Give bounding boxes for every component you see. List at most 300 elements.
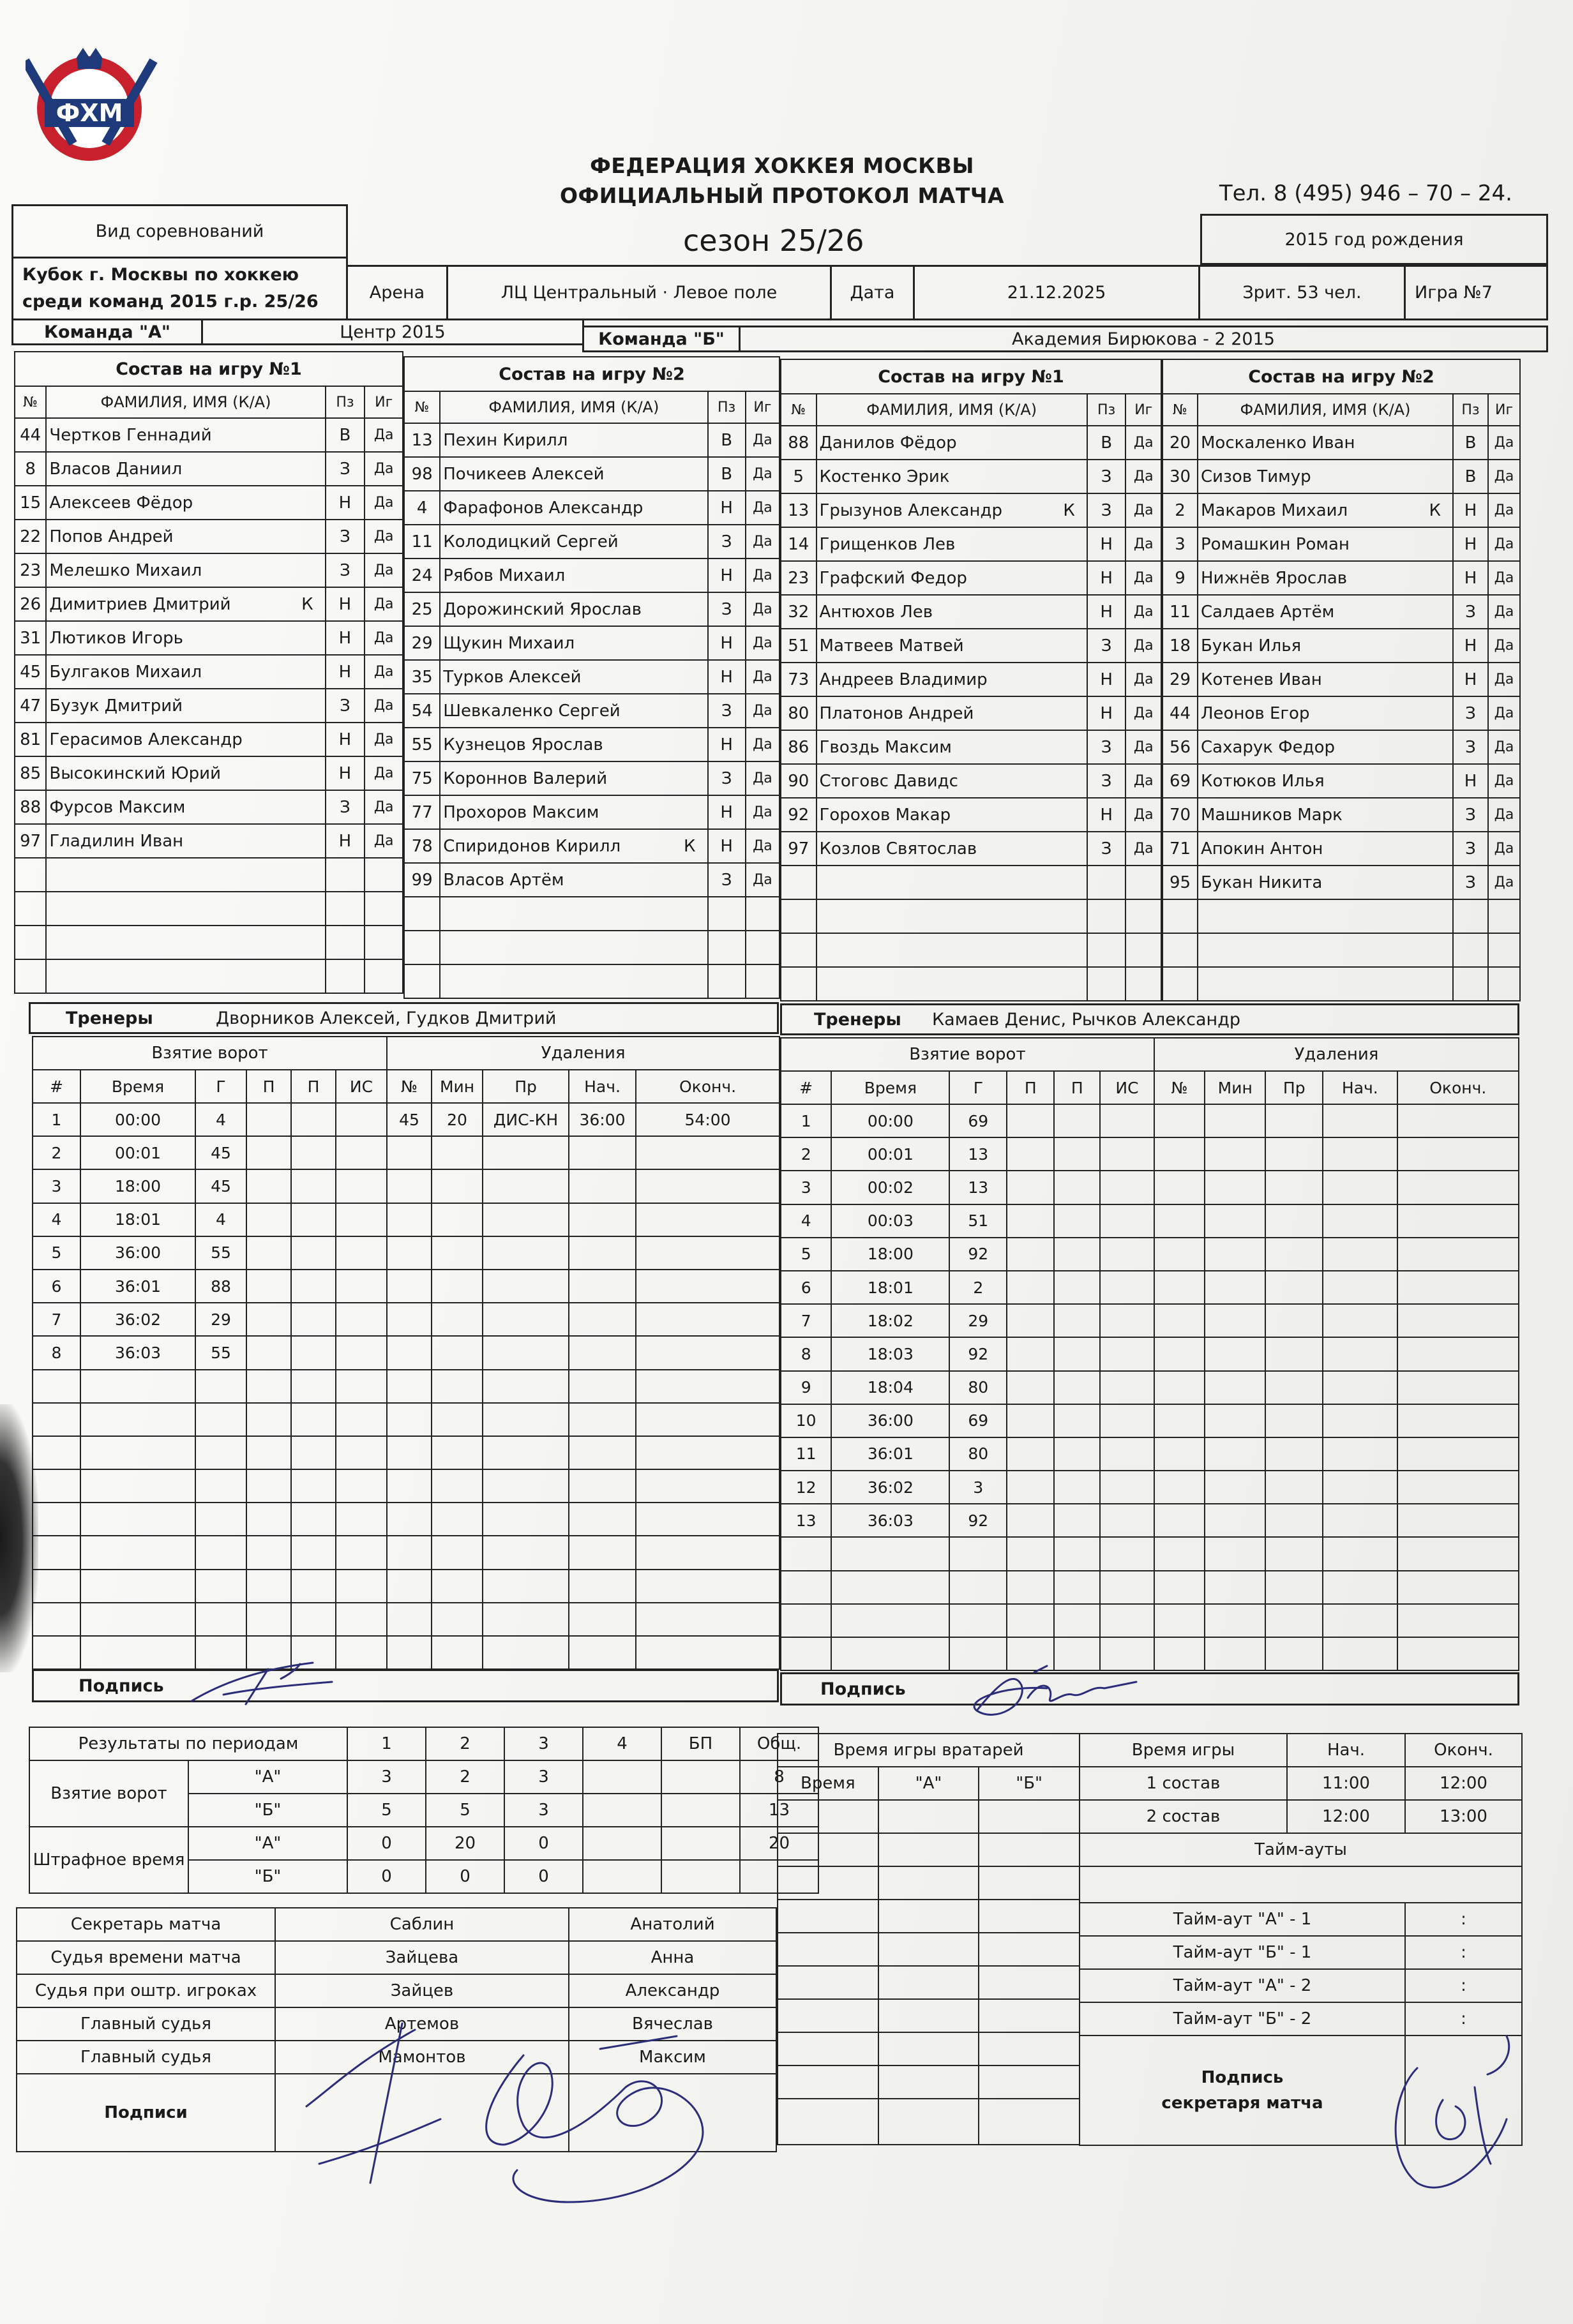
player-name: Матвеев Матвей	[819, 636, 964, 656]
goals-b-p2: 5	[426, 1794, 504, 1827]
empty-cell	[1100, 1604, 1154, 1637]
empty-cell	[1007, 1104, 1054, 1137]
empty-cell	[569, 1469, 636, 1503]
player-number: 31	[15, 621, 46, 655]
empty-cell	[483, 1403, 569, 1436]
roster-title-row	[1163, 359, 1520, 394]
events-col-a2: П	[1054, 1071, 1100, 1104]
period-results-table	[29, 1727, 819, 1894]
goals-row-label: Взятие ворот	[29, 1760, 188, 1827]
player-name: Рябов Михаил	[443, 566, 566, 585]
player-name: Щукин Михаил	[443, 633, 575, 653]
period-2-header: 2	[426, 1727, 504, 1760]
player-name-cell	[1198, 561, 1453, 595]
player-position: З	[1453, 595, 1488, 629]
empty-cell	[1054, 1271, 1100, 1304]
empty-cell	[1154, 1637, 1205, 1670]
event-row	[781, 1304, 1519, 1337]
roster-row	[15, 452, 403, 486]
team-a-lineup1-table	[14, 351, 403, 994]
player-name-cell	[46, 452, 325, 486]
goal-time: 36:03	[831, 1504, 949, 1537]
goal-index: 11	[781, 1437, 831, 1471]
roster-row	[1163, 866, 1520, 899]
player-number: 23	[15, 553, 46, 587]
empty-cell	[1100, 1104, 1154, 1137]
goal-index: 2	[33, 1136, 80, 1169]
player-number: 5	[781, 460, 817, 493]
pim-a-p1: 0	[347, 1827, 426, 1860]
player-number: 88	[15, 790, 46, 824]
empty-cell	[1323, 1271, 1397, 1304]
team-b-coaches: Камаев Денис, Рычков Александр	[932, 1009, 1241, 1030]
event-row	[781, 1137, 1519, 1171]
empty-cell	[1397, 1371, 1519, 1404]
empty-cell	[1265, 1104, 1323, 1137]
goalie-b-header: "Б"	[979, 1767, 1080, 1800]
player-number: 90	[781, 764, 817, 798]
player-number: 13	[781, 493, 817, 527]
penalty-n: 45	[387, 1103, 432, 1136]
player-name: Фурсов Максим	[49, 797, 186, 817]
events-col-is: ИС	[1100, 1071, 1154, 1104]
events-title-row	[33, 1037, 779, 1070]
empty-cell	[1154, 1304, 1205, 1337]
team-b-name: Академия Бирюкова - 2 2015	[1012, 329, 1275, 349]
empty-cell	[483, 1570, 569, 1603]
empty-cell	[1323, 1304, 1397, 1337]
empty-cell	[326, 892, 365, 926]
timeout-b2-value: :	[1405, 2002, 1522, 2035]
event-row	[33, 1403, 779, 1436]
goal-scorer: 13	[949, 1171, 1007, 1204]
empty-cell	[1265, 1238, 1323, 1271]
empty-cell	[336, 1603, 387, 1636]
player-name: Макаров Михаил	[1201, 500, 1348, 520]
empty-cell	[432, 1603, 483, 1636]
goal-time: 00:01	[831, 1137, 949, 1171]
empty-cell	[1054, 1304, 1100, 1337]
empty-cell	[781, 1571, 831, 1604]
player-plays: Да	[746, 795, 779, 829]
empty-cell	[636, 1636, 779, 1669]
empty-cell	[1205, 1371, 1265, 1404]
event-row	[33, 1270, 779, 1303]
events-col-end: Оконч.	[1397, 1071, 1519, 1104]
timeout-a2-label: Тайм-аут "А" - 2	[1080, 1969, 1405, 2002]
empty-cell	[33, 1636, 80, 1669]
goal-time: 18:01	[80, 1203, 195, 1236]
lineup1-time-label: 1 состав	[1080, 1767, 1287, 1800]
roster-row	[781, 663, 1161, 696]
goal-time: 18:02	[831, 1304, 949, 1337]
empty-cell	[1205, 1404, 1265, 1437]
empty-cell	[1054, 1371, 1100, 1404]
events-col-is: ИС	[336, 1070, 387, 1103]
empty-cell	[1397, 1104, 1519, 1137]
player-name: Леонов Егор	[1201, 703, 1310, 723]
player-plays: Да	[746, 728, 779, 761]
goal-index: 5	[781, 1238, 831, 1271]
player-number: 78	[404, 829, 440, 863]
empty-cell	[1198, 933, 1453, 967]
goal-index: 4	[33, 1203, 80, 1236]
roster-row	[781, 493, 1161, 527]
empty-cell	[336, 1169, 387, 1203]
team-b-lineup2-table	[1162, 359, 1521, 1001]
player-number: 70	[1163, 798, 1198, 832]
events-col-pn: №	[387, 1070, 432, 1103]
player-position: З	[1453, 730, 1488, 764]
player-plays: Да	[1125, 561, 1161, 595]
player-number: 29	[1163, 663, 1198, 696]
empty-cell	[1154, 1204, 1205, 1238]
pim-a-ot	[661, 1827, 740, 1860]
player-number: 69	[1163, 764, 1198, 798]
roster-row	[781, 933, 1161, 967]
empty-cell	[569, 1370, 636, 1403]
player-plays: Да	[1125, 527, 1161, 561]
empty-cell	[1397, 1304, 1519, 1337]
empty-cell	[1154, 1371, 1205, 1404]
empty-cell	[781, 1604, 831, 1637]
empty-cell	[1100, 1537, 1154, 1570]
player-name-cell	[46, 756, 325, 790]
event-row	[781, 1171, 1519, 1204]
official-last-name: Артемов	[275, 2007, 569, 2041]
empty-cell	[365, 858, 403, 892]
roster-row	[1163, 561, 1520, 595]
roster-col-name: ФАМИЛИЯ, ИМЯ (К/А)	[440, 391, 707, 423]
player-name-cell	[440, 457, 707, 491]
roster-row	[781, 899, 1161, 933]
goal-scorer: 29	[949, 1304, 1007, 1337]
player-name-cell	[46, 520, 325, 553]
empty-cell	[1054, 1238, 1100, 1271]
player-name: Сахарук Федор	[1201, 737, 1336, 757]
empty-cell	[1397, 1637, 1519, 1670]
player-position: Н	[1453, 764, 1488, 798]
penalty-min: 20	[432, 1103, 483, 1136]
timeout-a1-value: :	[1405, 1903, 1522, 1936]
empty-cell	[291, 1203, 336, 1236]
player-name: Лютиков Игорь	[49, 628, 183, 648]
empty-cell	[569, 1203, 636, 1236]
date-value: 21.12.2025	[1007, 283, 1106, 303]
roster-header-row	[1163, 394, 1520, 426]
roster-row	[15, 790, 403, 824]
total-header: Общ.	[740, 1727, 818, 1760]
empty-cell	[1205, 1171, 1265, 1204]
player-number: 18	[1163, 629, 1198, 663]
empty-cell	[246, 1236, 291, 1270]
empty-cell	[1100, 1471, 1154, 1504]
player-number: 25	[404, 592, 440, 626]
empty-cell	[336, 1570, 387, 1603]
player-name-cell	[817, 460, 1087, 493]
empty-cell	[246, 1403, 291, 1436]
goal-scorer: 4	[195, 1103, 246, 1136]
roster-row	[15, 520, 403, 553]
roster-row	[15, 655, 403, 689]
player-name: Ромашкин Роман	[1201, 534, 1350, 554]
events-col-pn: №	[1154, 1071, 1205, 1104]
goal-scorer: 55	[195, 1236, 246, 1270]
player-position: З	[1453, 696, 1488, 730]
player-plays: Да	[365, 486, 403, 520]
team-a-lineup2-table	[403, 356, 780, 999]
signatures-label: Подписи	[17, 2074, 275, 2152]
empty-cell	[1154, 1171, 1205, 1204]
player-name-cell	[817, 696, 1087, 730]
empty-cell	[387, 1270, 432, 1303]
empty-cell	[781, 866, 817, 899]
player-plays: Да	[1488, 866, 1520, 899]
goal-scorer: 92	[949, 1337, 1007, 1370]
empty-cell	[1265, 1137, 1323, 1171]
empty-cell	[1205, 1304, 1265, 1337]
empty-cell	[195, 1436, 246, 1469]
empty-cell	[1265, 1204, 1323, 1238]
events-col-reason: Пр	[1265, 1071, 1323, 1104]
roster-row	[404, 829, 779, 863]
player-position: Н	[708, 491, 746, 525]
empty-cell	[1205, 1471, 1265, 1504]
events-title-row	[781, 1038, 1519, 1071]
roster-row	[781, 696, 1161, 730]
empty-cell	[15, 926, 46, 959]
empty-cell	[365, 926, 403, 959]
empty-cell	[195, 1370, 246, 1403]
player-position: Н	[1453, 493, 1488, 527]
player-position: З	[1087, 764, 1126, 798]
empty-cell	[1154, 1571, 1205, 1604]
empty-cell	[387, 1503, 432, 1536]
empty-cell	[569, 1169, 636, 1203]
pim-b-p4	[583, 1860, 661, 1893]
empty-cell	[1205, 1537, 1265, 1570]
empty-cell	[483, 1303, 569, 1336]
empty-cell	[1205, 1238, 1265, 1271]
player-name-cell	[1198, 696, 1453, 730]
goal-index: 1	[781, 1104, 831, 1137]
empty-cell	[387, 1203, 432, 1236]
player-name: Платонов Андрей	[819, 703, 974, 723]
empty-cell	[781, 933, 817, 967]
empty-cell	[949, 1537, 1007, 1570]
player-plays: Да	[746, 423, 779, 457]
roster-row	[1163, 595, 1520, 629]
empty-cell	[636, 1303, 779, 1336]
events-col-g: Г	[949, 1071, 1007, 1104]
lineup2-end: 13:00	[1405, 1800, 1522, 1833]
player-name-cell	[46, 418, 325, 452]
player-position: В	[1087, 426, 1126, 460]
team-b-box	[739, 326, 1548, 352]
player-position: З	[1453, 866, 1488, 899]
player-number: 20	[1163, 426, 1198, 460]
empty-cell	[949, 1571, 1007, 1604]
goal-index: 4	[781, 1204, 831, 1238]
empty-cell	[569, 1403, 636, 1436]
event-row	[33, 1503, 779, 1536]
empty-cell	[246, 1503, 291, 1536]
pim-row-label: Штрафное время	[29, 1827, 188, 1893]
player-name-cell	[1198, 527, 1453, 561]
empty-cell	[33, 1436, 80, 1469]
empty-cell	[246, 1370, 291, 1403]
empty-cell	[432, 1436, 483, 1469]
roster-row	[15, 959, 403, 993]
empty-cell	[1205, 1604, 1265, 1637]
empty-cell	[1323, 1537, 1397, 1570]
player-number: 81	[15, 723, 46, 756]
empty-cell	[387, 1303, 432, 1336]
empty-cell	[33, 1536, 80, 1569]
roster-header-row	[781, 394, 1161, 426]
player-position: З	[326, 689, 365, 723]
pim-b-p3: 0	[504, 1860, 583, 1893]
player-number: 80	[781, 696, 817, 730]
event-row	[33, 1136, 779, 1169]
roster-row	[781, 730, 1161, 764]
fhm-logo	[26, 38, 172, 166]
competition-box	[11, 257, 348, 320]
empty-cell	[1163, 933, 1198, 967]
empty-cell	[195, 1603, 246, 1636]
empty-cell	[569, 1303, 636, 1336]
player-plays: Да	[1125, 663, 1161, 696]
official-role: Судья при оштр. игроках	[17, 1974, 275, 2007]
roster-row	[404, 897, 779, 931]
empty-cell	[1154, 1437, 1205, 1471]
empty-cell	[483, 1270, 569, 1303]
empty-cell	[569, 1436, 636, 1469]
roster-row	[404, 626, 779, 660]
empty-cell	[432, 1236, 483, 1270]
empty-cell	[1100, 1204, 1154, 1238]
empty-cell	[831, 1637, 949, 1670]
timeout-b1-value: :	[1405, 1936, 1522, 1969]
player-name: Власов Даниил	[49, 459, 183, 479]
goal-time: 36:02	[831, 1471, 949, 1504]
spectators-box	[1198, 265, 1406, 320]
player-plays: Да	[1125, 460, 1161, 493]
player-number: 75	[404, 761, 440, 795]
empty-cell	[404, 897, 440, 931]
empty-cell	[831, 1604, 949, 1637]
empty-cell	[781, 899, 817, 933]
roster-col-num: №	[15, 386, 46, 418]
captain-mark: К	[301, 594, 313, 614]
empty-cell	[1154, 1537, 1205, 1570]
empty-cell	[336, 1370, 387, 1403]
player-position: З	[326, 553, 365, 587]
empty-cell	[46, 926, 325, 959]
empty-cell	[483, 1636, 569, 1669]
events-col-start: Нач.	[569, 1070, 636, 1103]
logo-text: ФХМ	[56, 99, 123, 127]
empty-cell	[33, 1370, 80, 1403]
empty-cell	[1265, 1537, 1323, 1570]
player-position: Н	[326, 587, 365, 621]
player-name-cell	[1198, 832, 1453, 866]
results-title: Результаты по периодам	[29, 1727, 347, 1760]
events-header-row	[33, 1070, 779, 1103]
event-row	[33, 1370, 779, 1403]
empty-cell	[1007, 1238, 1054, 1271]
empty-cell	[1397, 1504, 1519, 1537]
empty-cell	[636, 1270, 779, 1303]
empty-cell	[246, 1169, 291, 1203]
empty-cell	[1323, 1604, 1397, 1637]
team-b-events-table	[780, 1037, 1519, 1671]
player-name-cell	[46, 587, 325, 621]
roster-row	[404, 525, 779, 559]
event-row	[33, 1636, 779, 1669]
goal-time: 18:04	[831, 1371, 949, 1404]
player-number: 51	[781, 629, 817, 663]
empty-cell	[246, 1469, 291, 1503]
player-name-cell	[1198, 595, 1453, 629]
player-name-cell	[1198, 798, 1453, 832]
event-row	[781, 1104, 1519, 1137]
empty-cell	[1205, 1271, 1265, 1304]
player-name-cell	[1198, 426, 1453, 460]
player-plays: Да	[365, 418, 403, 452]
team-b-lineup1-table	[780, 359, 1162, 1001]
player-position: Н	[1453, 629, 1488, 663]
player-plays: Да	[1125, 832, 1161, 866]
player-number: 86	[781, 730, 817, 764]
date-label: Дата	[850, 283, 895, 303]
empty-cell	[1154, 1404, 1205, 1437]
empty-cell	[1265, 1304, 1323, 1337]
empty-cell	[1054, 1571, 1100, 1604]
player-name-cell	[817, 730, 1087, 764]
pim-a-label: "А"	[188, 1827, 347, 1860]
player-name-cell	[46, 621, 325, 655]
roster-row	[15, 587, 403, 621]
goal-time: 00:01	[80, 1136, 195, 1169]
player-name: Грищенков Лев	[819, 534, 956, 554]
roster-row	[404, 457, 779, 491]
player-name-cell	[1198, 493, 1453, 527]
empty-cell	[432, 1636, 483, 1669]
goal-scorer: 13	[949, 1137, 1007, 1171]
shootout-header: БП	[661, 1727, 740, 1760]
team-a-handwritten-signature	[185, 1656, 351, 1714]
empty-cell	[80, 1603, 195, 1636]
roster-row	[1163, 426, 1520, 460]
empty-cell	[1323, 1137, 1397, 1171]
empty-cell	[1154, 1471, 1205, 1504]
empty-cell	[1397, 1238, 1519, 1271]
player-name-cell	[46, 486, 325, 520]
player-plays: Да	[1125, 426, 1161, 460]
empty-cell	[195, 1469, 246, 1503]
roster-title: Состав на игру №1	[781, 359, 1161, 394]
player-number: 35	[404, 660, 440, 694]
arena-label: Арена	[369, 283, 425, 303]
player-name-cell	[1198, 764, 1453, 798]
empty-cell	[746, 897, 779, 931]
empty-cell	[569, 1536, 636, 1569]
empty-cell	[387, 1603, 432, 1636]
player-name: Антюхов Лев	[819, 602, 933, 622]
player-name: Турков Алексей	[443, 667, 582, 687]
roster-title: Состав на игру №1	[15, 352, 403, 386]
